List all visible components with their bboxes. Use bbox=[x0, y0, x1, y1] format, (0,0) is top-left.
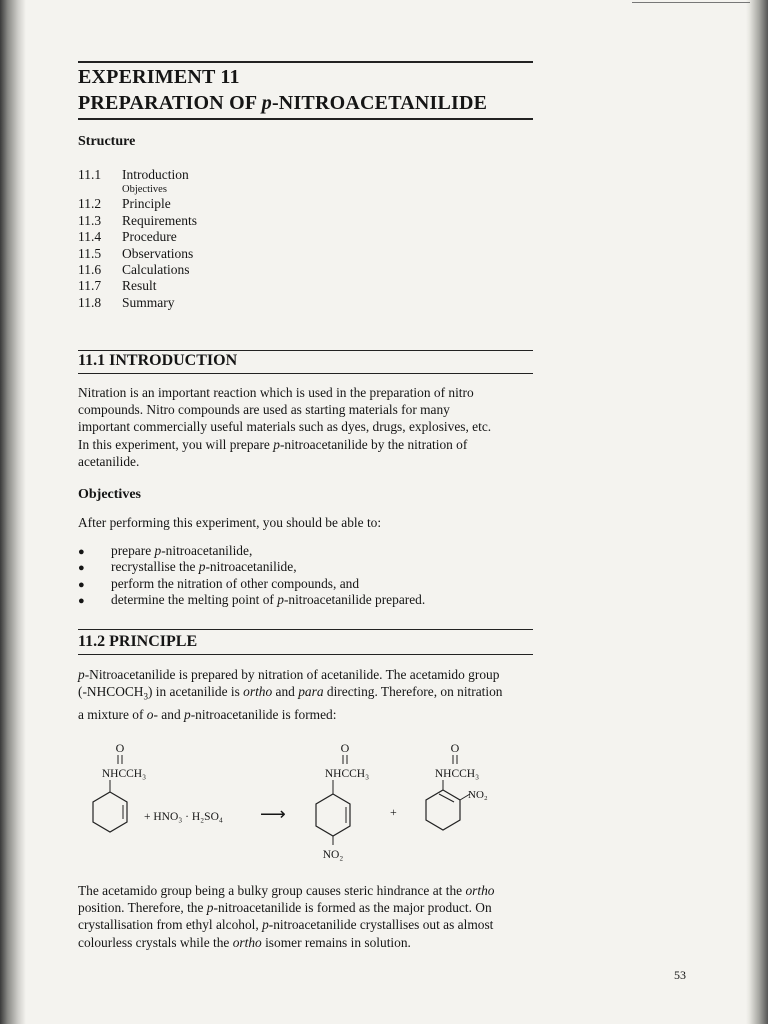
reaction-scheme bbox=[60, 730, 560, 870]
acetamido-group: NHCCH₃ bbox=[324, 768, 370, 780]
objectives-list bbox=[78, 543, 425, 608]
reaction-arrow: ⟶ bbox=[260, 804, 286, 824]
plus-sign: + bbox=[390, 805, 397, 819]
acetanilide-structure bbox=[93, 741, 146, 832]
principle-bottom-rule bbox=[78, 654, 533, 655]
benzene-ring bbox=[93, 792, 127, 832]
principle-heading: 11.2 PRINCIPLE bbox=[78, 633, 198, 650]
structure-item: 11.8 Summary bbox=[78, 294, 175, 310]
carbonyl-oxygen: O bbox=[115, 741, 125, 755]
intro-top-rule bbox=[78, 350, 533, 351]
top-rule bbox=[632, 2, 750, 3]
reagent-label: + HNO₃ · H₂SO₄ bbox=[144, 811, 223, 823]
structure-item: 11.5 Observations bbox=[78, 245, 194, 261]
header-bottom-rule bbox=[78, 118, 533, 120]
structure-list bbox=[78, 167, 197, 311]
structure-item: 11.7 Result bbox=[78, 278, 157, 294]
carbonyl-oxygen: O bbox=[450, 741, 460, 755]
para-nitroacetanilide-structure bbox=[316, 741, 369, 861]
carbonyl-oxygen: O bbox=[340, 741, 350, 755]
structure-heading: Structure bbox=[78, 134, 136, 149]
intro-heading: 11.1 INTRODUCTION bbox=[78, 352, 238, 369]
structure-item: 11.6 Calculations bbox=[78, 261, 190, 277]
experiment-title bbox=[78, 64, 548, 116]
ortho-nitroacetanilide-structure bbox=[426, 741, 488, 830]
structure-item: 11.3 Requirements bbox=[78, 212, 197, 228]
objectives-lead: After performing this experiment, you should be able to: bbox=[78, 515, 382, 530]
structure-item: 11.1 Introduction bbox=[78, 167, 189, 182]
header-top-rule bbox=[78, 61, 533, 63]
nitro-group: NO₂ bbox=[468, 789, 488, 801]
intro-bottom-rule bbox=[78, 373, 533, 374]
acetamido-group: NHCCH₃ bbox=[434, 768, 480, 780]
intro-paragraph: Nitration is an important reaction which is used in the preparation of nitro compounds. Nitro compounds are used as starting materials for many important commercially useful materials such as dyes, drugs, explosives, etc. In this experiment, you will prepare p-nitroacetanilide by the nitration of acetanilide. bbox=[78, 385, 492, 469]
principle-paragraph: p-Nitroacetanilide is prepared by nitration of acetanilide. The acetamido group $(-NHCOCH_3)$ in acetanilide is ortho and para directing. Therefore, on nitration a mixture of o- and p-nitroacetanilide is formed: bbox=[78, 667, 503, 723]
list-item: ● determine the melting point of p-nitroacetanilide prepared. bbox=[78, 591, 426, 607]
nitro-group: NO₂ bbox=[322, 849, 344, 861]
objectives-heading: Objectives bbox=[78, 487, 141, 502]
principle-paragraph-2: The acetamido group being a bulky group causes steric hindrance at the ortho position. Therefore, the p-nitroacetanilide is formed as the major product. On crystallisation from ethyl alcohol, p-nitroacetanilide crystallises out as almost colourless crystals while the ortho isomer remains in solution. bbox=[78, 883, 495, 950]
scan-left-edge bbox=[0, 0, 26, 1024]
list-item: ● perform the nitration of other compounds, and bbox=[78, 575, 360, 591]
acetamido-group: NHCCH₃ bbox=[101, 768, 147, 780]
structure-item: 11.4 Procedure bbox=[78, 229, 177, 245]
structure-subitem: Objectives bbox=[122, 184, 167, 196]
structure-item: 11.2 Principle bbox=[78, 196, 171, 212]
page-number: 53 bbox=[674, 968, 686, 982]
list-item: ● recrystallise the p-nitroacetanilide, bbox=[78, 559, 297, 575]
benzene-ring bbox=[316, 794, 350, 836]
scan-right-edge bbox=[746, 0, 768, 1024]
experiment-number: EXPERIMENT 11 bbox=[78, 66, 240, 88]
experiment-name: PREPARATION OF p-NITROACETANILIDE bbox=[78, 92, 488, 114]
list-item: ● prepare p-nitroacetanilide, bbox=[78, 543, 253, 558]
principle-top-rule bbox=[78, 629, 533, 630]
